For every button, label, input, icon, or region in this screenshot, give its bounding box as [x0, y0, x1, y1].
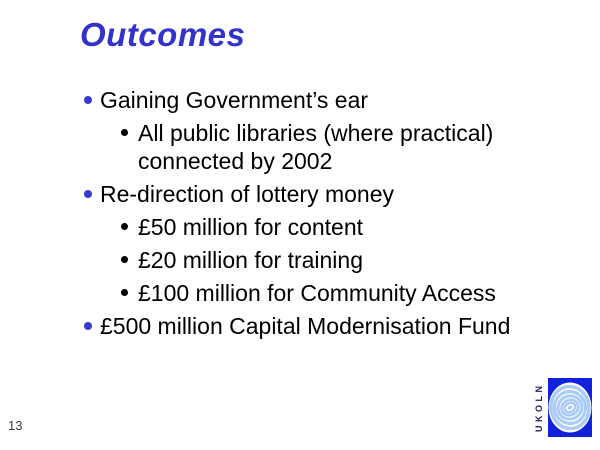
bullet-item: [84, 119, 544, 175]
bullet-text: £50 million for content: [138, 214, 364, 240]
bullet-text: All public libraries (where practical) connected by 2002: [138, 120, 494, 174]
ukoln-logo-text: UKOLN: [534, 382, 544, 433]
bullet-item: [84, 213, 544, 241]
bullet-text: £500 million Capital Modernisation Fund: [100, 313, 511, 339]
bullet-text: £20 million for training: [138, 247, 364, 273]
bullet-icon: [84, 96, 92, 104]
bullet-item: [84, 246, 544, 274]
bullet-list: [84, 86, 544, 345]
bullet-icon: [84, 322, 92, 330]
ukoln-spiral-icon: [548, 378, 592, 437]
bullet-icon: [84, 190, 92, 198]
bullet-item: [84, 180, 544, 208]
bullet-icon: [121, 256, 128, 263]
bullet-text: Gaining Government’s ear: [100, 87, 369, 113]
bullet-item: [84, 86, 544, 114]
ukoln-logo: [535, 378, 592, 437]
bullet-text: £100 million for Community Access: [138, 280, 496, 306]
bullet-item: [84, 312, 544, 340]
slide-number: 13: [8, 418, 23, 433]
bullet-icon: [121, 129, 128, 136]
slide-title: Outcomes: [80, 16, 246, 53]
bullet-icon: [121, 223, 128, 230]
bullet-icon: [121, 289, 128, 296]
bullet-item: [84, 279, 544, 307]
bullet-text: Re-direction of lottery money: [100, 181, 395, 207]
